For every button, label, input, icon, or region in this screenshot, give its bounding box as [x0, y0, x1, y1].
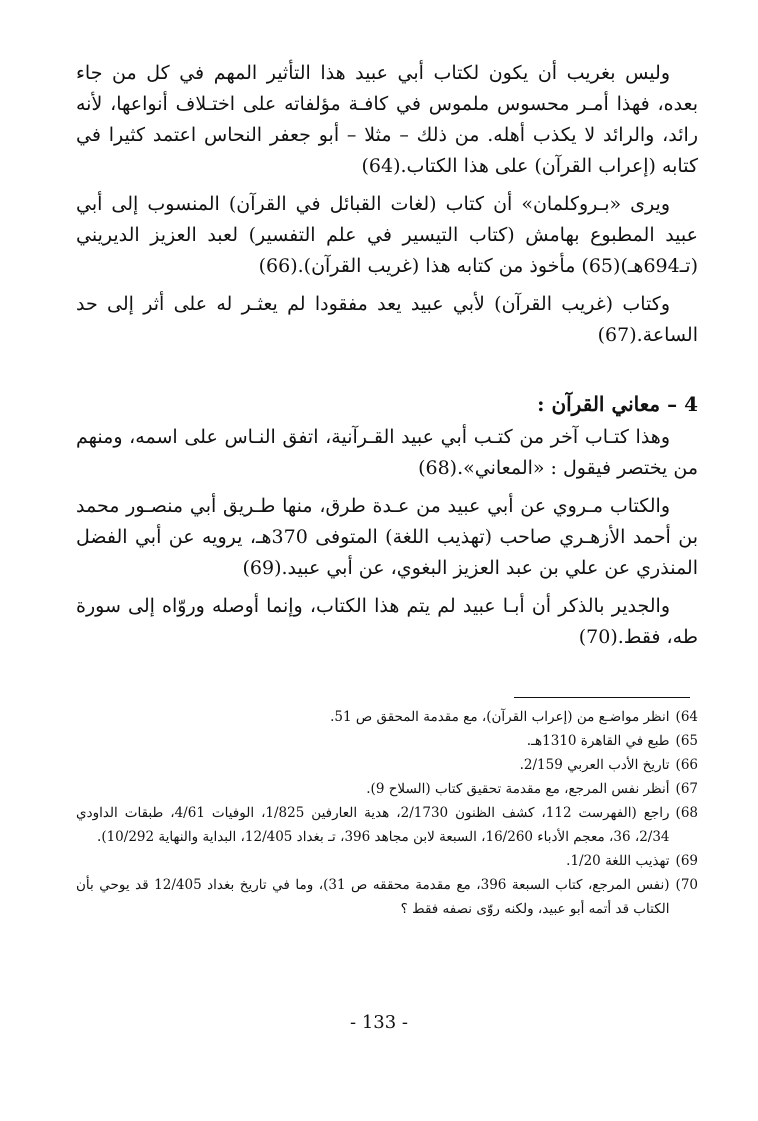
footnotes [76, 705, 698, 921]
footnote-number: 65) [675, 733, 698, 749]
footnote-number: 69) [675, 853, 698, 869]
paragraph: ويرى «بـروكلمان» أن كتاب (لغات القبائل في القرآن) المنسوب إلى أبي عبيد المطبوع بهامش (كتاب التيسير في علم التفسير) لعبد العزيز الديريني (تـ694هـ)(65) مأخوذ من كتابه هذا (غريب القرآن).(66) [76, 193, 698, 277]
footnote-text: انظر مواضـع من (إعراب القرآن)، مع مقدمة المحقق ص 51. [330, 709, 670, 725]
paragraph: والجدير بالذكر أن أبـا عبيد لم يتم هذا الكتاب، وإنما أوصله وروّاه إلى سورة طه، فقط.(70) [76, 595, 698, 648]
footnote-text: تاريخ الأدب العربي 2/159. [519, 757, 670, 773]
footnote-number: 68) [675, 805, 698, 821]
footnote-text: (نفس المرجع، كتاب السبعة 396، مع مقدمة محققه ص 31)، وما في تاريخ بغداد 12/405 قد يوحي بأن الكتاب قد أتمه أبو عبيد، ولكنه روّى نصفه فقط ؟ [76, 877, 670, 917]
footnote-text: أنظر نفس المرجع، مع مقدمة تحقيق كتاب (السلاح 9). [366, 781, 670, 797]
footnote-text: راجع (الفهرست 112، كشف الظنون 2/1730، هدية العارفين 1/825، الوفيات 4/61، طبقات الداودي 2/34، 36، معجم الأدباء 16/260، السبعة لابن مجاهد 396، تـ بغداد 12/405، البداية والنهاية 10/292). [76, 805, 670, 845]
footnote-text: تهذيب اللغة 1/20. [566, 853, 670, 869]
footnote-number: 64) [675, 709, 698, 725]
paragraph: وهذا كتـاب آخر من كتـب أبي عبيد القـرآنية، اتفق النـاس على اسمه، ومنهم من يختصر فيقول : «المعاني».(68) [76, 426, 698, 479]
footnote-number: 67) [675, 781, 698, 797]
main-text [76, 58, 698, 660]
footnote [76, 801, 698, 849]
paragraph: والكتاب مـروي عن أبي عبيد من عـدة طرق، منها طـريق أبي منصـور محمد بن أحمد الأزهـري صاحب (تهذيب اللغة) المتوفى 370هـ، يرويه عن أبي الفضل المنذري عن علي بن عبد العزيز البغوي، عن أبي عبيد.(69) [76, 495, 699, 579]
footnote-number: 70) [675, 877, 698, 893]
page-number: - 133 - [350, 1012, 408, 1033]
paragraph: وكتاب (غريب القرآن) لأبي عبيد يعد مفقودا لم يعثـر له على أثر إلى حد الساعة.(67) [76, 293, 698, 346]
footnote [76, 873, 698, 921]
footnote-text: طبع في القاهرة 1310هـ. [526, 733, 670, 749]
footnote [76, 705, 698, 729]
paragraph: وليس بغريب أن يكون لكتاب أبي عبيد هذا التأثير المهم في كل من جاء بعده، فهذا أمـر محسوس ملموس في كافـة مؤلفاته على اختـلاف أنواعها، لأنه رائد، والرائد لا يكذب أهله. من ذلك – مثلا – أبو جعفر النحاس اعتمد كثيرا في كتابه (إعراب القرآن) على هذا الكتاب.(64) [76, 62, 698, 177]
section-heading: 4 – معاني القرآن : [537, 392, 698, 416]
footnote-divider [514, 697, 690, 698]
footnote-number: 66) [675, 757, 698, 773]
footnote [76, 729, 698, 753]
footnote [76, 753, 698, 777]
footnote [76, 849, 698, 873]
footnote [76, 777, 698, 801]
